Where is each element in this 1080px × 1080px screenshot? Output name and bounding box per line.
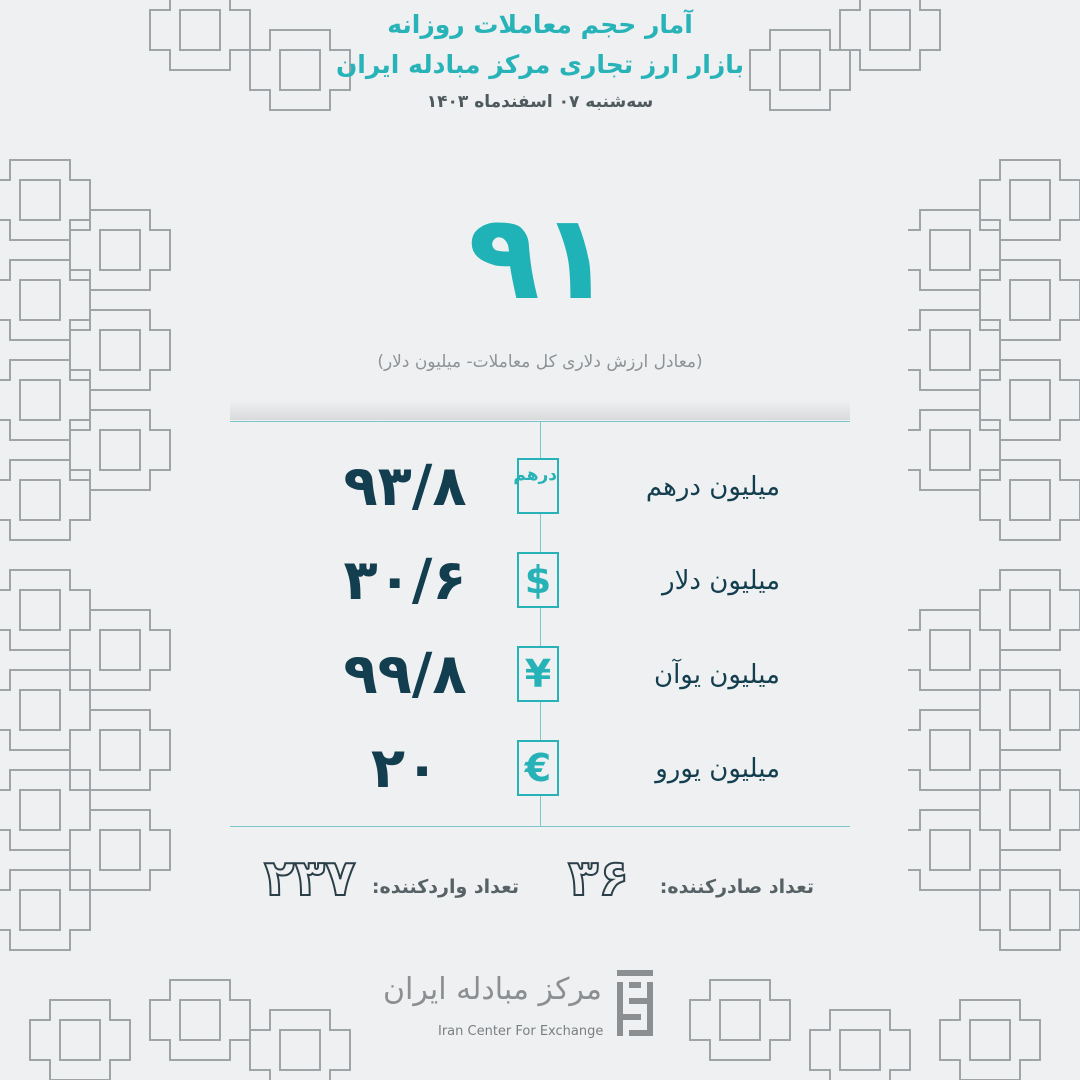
- total-caption: (معادل ارزش دلاری کل معاملات- میلیون دلار): [377, 352, 703, 372]
- currency-label: میلیون یورو: [655, 754, 780, 784]
- importers-value: ۲۳۷: [264, 849, 356, 907]
- dirham-icon: [513, 458, 559, 514]
- currency-value: ۹۹/۸: [343, 642, 467, 707]
- currency-label: میلیون یوآن: [653, 660, 780, 690]
- header: [240, 5, 840, 119]
- currency-row-yuan: [230, 640, 850, 710]
- logo-name-fa: مرکز مبادله ایران: [383, 972, 602, 1007]
- euro-icon: [517, 740, 559, 796]
- currency-value: ۹۳/۸: [343, 454, 467, 519]
- currency-row-dollar: [230, 546, 850, 616]
- report-date: سه‌شنبه ۰۷ اسفندماه ۱۴۰۳: [426, 92, 654, 112]
- importers-label: تعداد واردکننده:: [371, 876, 519, 898]
- yuan-symbol: ¥: [524, 652, 552, 696]
- exporters-count: [560, 848, 820, 908]
- currency-label: میلیون دلار: [662, 566, 780, 596]
- currency-label: میلیون درهم: [645, 472, 780, 502]
- logo: [383, 968, 662, 1048]
- exporters-value: ۳۶: [568, 849, 630, 907]
- table-top-shadow: [230, 400, 850, 420]
- dollar-icon: [517, 552, 559, 608]
- dollar-symbol: $: [524, 558, 552, 602]
- euro-symbol: €: [524, 746, 552, 790]
- importers-count: [260, 848, 525, 908]
- dirham-symbol: درهم: [513, 465, 557, 485]
- currency-value: ۳۰/۶: [343, 548, 467, 613]
- page-title: آمار حجم معاملات روزانه: [387, 10, 693, 39]
- logo-name-en: Iran Center For Exchange: [438, 1024, 604, 1039]
- currency-value: ۲۰: [370, 736, 440, 801]
- table-bottom-divider: [230, 826, 850, 827]
- total-value: ۹۱: [467, 188, 613, 326]
- currency-row-dirham: [230, 452, 850, 522]
- logo-mark-icon: [617, 970, 653, 1036]
- exporters-label: تعداد صادرکننده:: [659, 876, 814, 898]
- currency-row-euro: [230, 734, 850, 804]
- yuan-icon: [517, 646, 559, 702]
- page-subtitle: بازار ارز تجاری مرکز مبادله ایران: [335, 50, 745, 79]
